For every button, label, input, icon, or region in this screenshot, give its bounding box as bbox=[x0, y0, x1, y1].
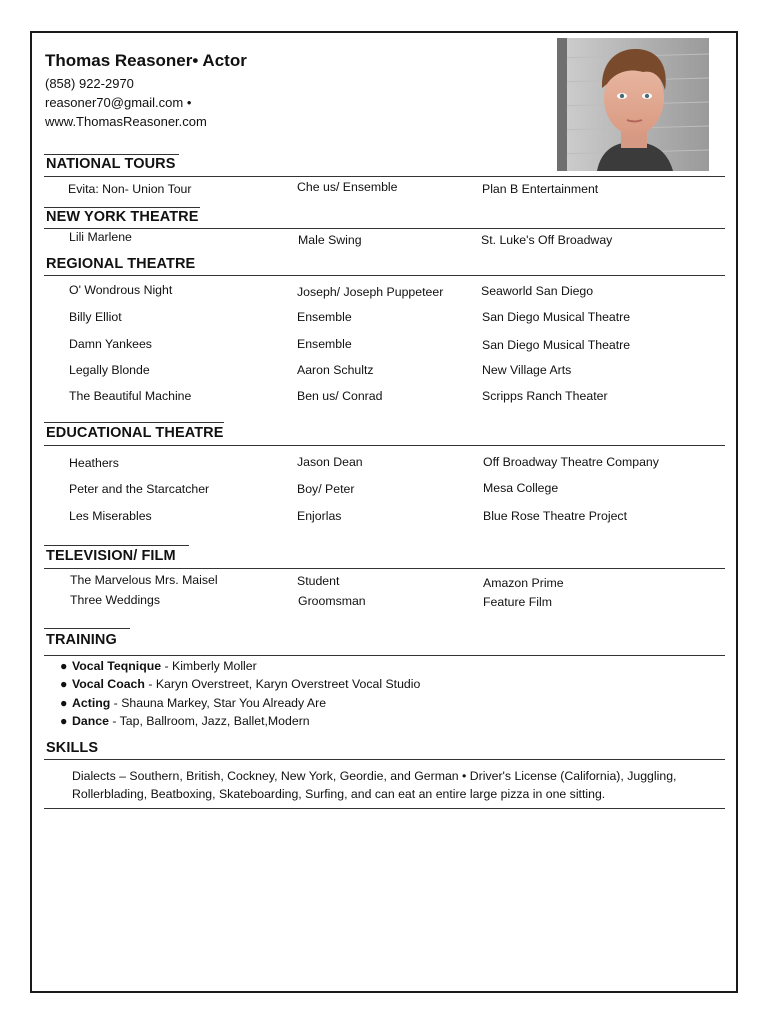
credit-company: Off Broadway Theatre Company bbox=[483, 455, 659, 469]
credit-show: Peter and the Starcatcher bbox=[69, 482, 210, 496]
credit-role: Ensemble bbox=[297, 337, 352, 351]
credit-company: San Diego Musical Theatre bbox=[482, 338, 631, 352]
section-rule bbox=[44, 445, 725, 446]
credit-company: Plan B Entertainment bbox=[482, 182, 599, 196]
section-rule bbox=[44, 568, 725, 569]
section-title-new-york-theatre: NEW YORK THEATRE bbox=[46, 209, 199, 225]
credit-role: Joseph/ Joseph Puppeteer bbox=[297, 285, 444, 299]
training-detail: - Kimberly Moller bbox=[161, 659, 257, 673]
credit-role: Ensemble bbox=[297, 310, 352, 324]
section-title-educational-theatre: EDUCATIONAL THEATRE bbox=[46, 425, 224, 441]
training-item bbox=[60, 712, 420, 730]
credit-show: Damn Yankees bbox=[69, 337, 152, 351]
credit-show: O' Wondrous Night bbox=[69, 283, 173, 297]
actor-name: Thomas Reasoner• Actor bbox=[45, 51, 247, 70]
section-rule-short bbox=[44, 154, 179, 155]
section-rule-short bbox=[44, 545, 189, 546]
training-label: Vocal Teqnique bbox=[72, 659, 162, 673]
skills-text: Dialects – Southern, British, Cockney, New York, Geordie, and German • Driver's License (California), Juggling, Rollerblading, Beatboxing, Skateboarding, Surfing, and can eat an entire large pizza in one sitting. bbox=[72, 769, 677, 801]
training-item bbox=[60, 657, 420, 675]
credit-show: Billy Elliot bbox=[69, 310, 122, 324]
training-detail: - Karyn Overstreet, Karyn Overstreet Vocal Studio bbox=[144, 677, 421, 692]
credit-show: Les Miserables bbox=[69, 509, 152, 523]
section-rule-short bbox=[44, 628, 130, 629]
credit-show: Lili Marlene bbox=[69, 230, 132, 244]
credit-company: St. Luke's Off Broadway bbox=[481, 233, 613, 247]
credit-show: Evita: Non- Union Tour bbox=[68, 182, 192, 196]
training-item bbox=[60, 675, 420, 693]
email-address: reasoner70@gmail.com • bbox=[45, 95, 192, 110]
section-title-skills: SKILLS bbox=[46, 740, 99, 756]
section-rule bbox=[44, 655, 725, 656]
section-rule bbox=[44, 808, 725, 809]
credit-company: Feature Film bbox=[483, 595, 553, 609]
training-label: Dance bbox=[72, 713, 109, 728]
credit-role: Student bbox=[297, 574, 340, 588]
credit-role: Groomsman bbox=[298, 594, 366, 608]
credit-show: Heathers bbox=[69, 456, 119, 470]
section-title-training: TRAINING bbox=[46, 632, 117, 648]
credit-show: Legally Blonde bbox=[69, 363, 150, 377]
credit-show: The Beautiful Machine bbox=[69, 389, 192, 403]
bullet-icon: ● bbox=[60, 659, 68, 673]
credit-company: San Diego Musical Theatre bbox=[482, 310, 631, 324]
section-rule bbox=[44, 275, 725, 276]
credit-company: Mesa College bbox=[483, 481, 559, 495]
credit-role: Enjorlas bbox=[297, 509, 342, 523]
credit-role: Ben us/ Conrad bbox=[297, 389, 383, 403]
section-rule bbox=[44, 759, 725, 760]
section-rule bbox=[44, 176, 725, 177]
credit-company: Amazon Prime bbox=[483, 576, 564, 590]
section-rule-short bbox=[44, 422, 224, 423]
credit-role: Male Swing bbox=[298, 233, 362, 247]
section-rule bbox=[44, 228, 725, 229]
bullet-icon: ● bbox=[60, 713, 68, 728]
headshot-photo bbox=[557, 38, 709, 171]
website-link: www.ThomasReasoner.com bbox=[45, 114, 207, 129]
credit-company: Scripps Ranch Theater bbox=[482, 389, 608, 403]
credit-role: Boy/ Peter bbox=[297, 482, 355, 496]
training-detail: - Shauna Markey, Star You Already Are bbox=[110, 695, 327, 710]
section-title-television-film: TELEVISION/ FILM bbox=[46, 548, 176, 564]
credit-company: New Village Arts bbox=[482, 363, 572, 377]
phone-number: (858) 922-2970 bbox=[45, 76, 134, 91]
training-label: Acting bbox=[72, 695, 111, 710]
credit-role: Jason Dean bbox=[297, 455, 363, 469]
credit-show: The Marvelous Mrs. Maisel bbox=[70, 573, 218, 587]
training-label: Vocal Coach bbox=[72, 677, 145, 692]
training-detail: - Tap, Ballroom, Jazz, Ballet,Modern bbox=[108, 713, 310, 728]
section-rule-short bbox=[44, 207, 200, 208]
section-title-regional-theatre: REGIONAL THEATRE bbox=[46, 256, 196, 272]
credit-company: Blue Rose Theatre Project bbox=[483, 509, 627, 523]
credit-role: Aaron Schultz bbox=[297, 363, 374, 377]
section-title-national-tours: NATIONAL TOURS bbox=[46, 156, 176, 172]
credit-show: Three Weddings bbox=[70, 593, 160, 607]
bullet-icon: ● bbox=[60, 695, 68, 710]
credit-company: Seaworld San Diego bbox=[481, 284, 594, 298]
bullet-icon: ● bbox=[60, 677, 68, 692]
training-list bbox=[60, 657, 420, 730]
credit-role: Che us/ Ensemble bbox=[297, 180, 398, 194]
training-item bbox=[60, 694, 420, 712]
